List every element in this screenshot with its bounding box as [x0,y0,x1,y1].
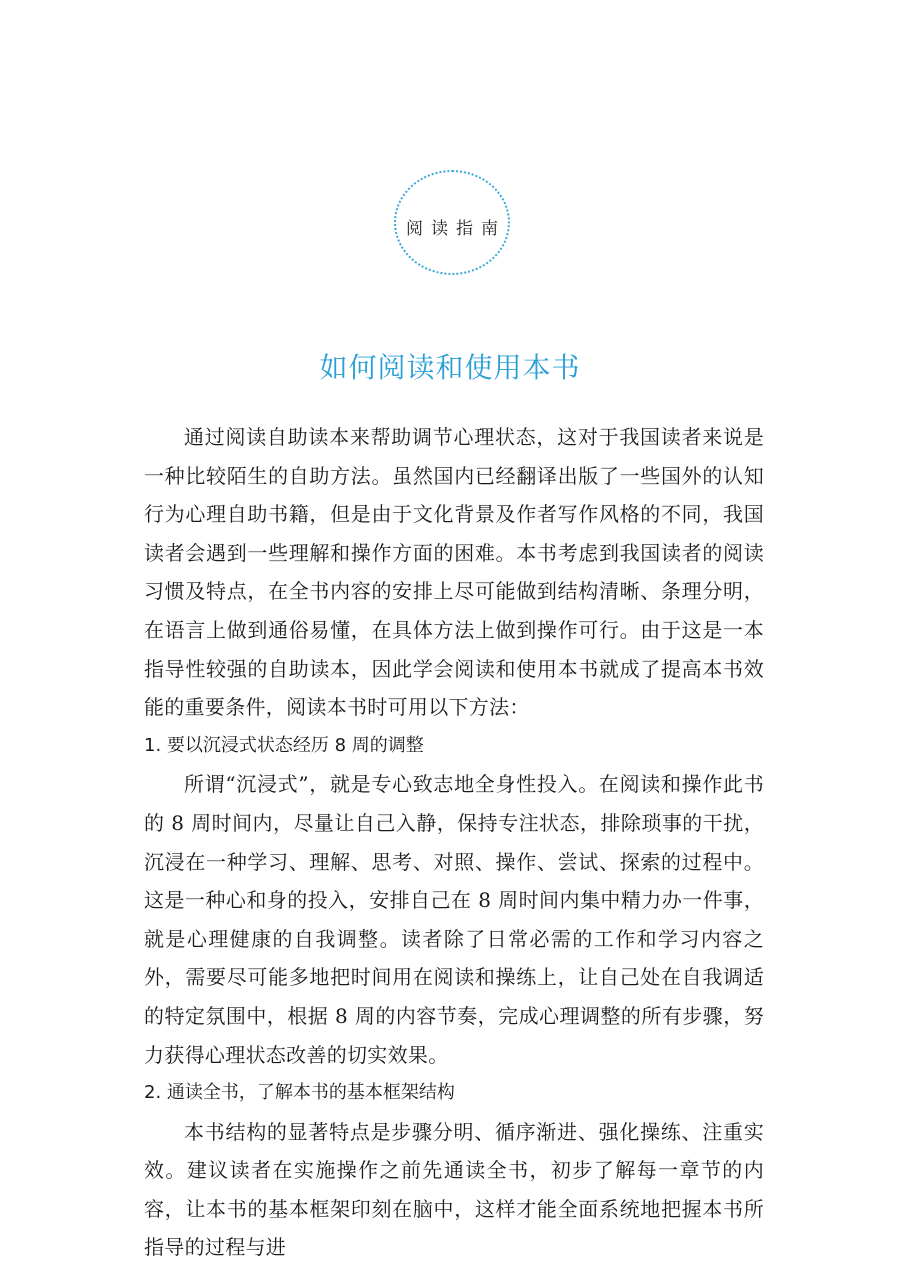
section-heading-1: 1. 要以沉浸式状态经历 8 周的调整 [144,734,424,756]
section-heading-2: 2. 通读全书，了解本书的基本框架结构 [144,1082,455,1104]
reading-guide-badge [394,170,510,275]
badge-label: 阅读指南 [406,219,506,239]
section-body-2: 本书结构的显著特点是步骤分明、循序渐进、强化操练、注重实效。建议读者在实施操作之前先通读全书，初步了解每一章节的内容，让本书的基本框架印刻在脑中，这样才能全面系统地把握本书所指导的过程与进 [144,1119,764,1260]
intro-paragraph: 通过阅读自助读本来帮助调节心理状态，这对于我国读者来说是一种比较陌生的自助方法。虽然国内已经翻译出版了一些国外的认知行为心理自助书籍，但是由于文化背景及作者写作风格的不同，我国读者会遇到一些理解和操作方面的困难。本书考虑到我国读者的阅读习惯及特点，在全书内容的安排上尽可能做到结构清晰、条理分明，在语言上做到通俗易懂，在具体方法上做到操作可行。由于这是一本指导性较强的自助读本，因此学会阅读和使用本书就成了提高本书效能的重要条件，阅读本书时可用以下方法： [144,425,764,720]
page-title: 如何阅读和使用本书 [319,351,581,384]
body-content [144,418,764,1267]
section-body-1: 所谓“沉浸式”，就是专心致志地全身性投入。在阅读和操作此书的 8 周时间内，尽量让自己入静，保持专注状态，排除琐事的干扰，沉浸在一种学习、理解、思考、对照、操作、尝试、探索的过程中。这是一种心和身的投入，安排自己在 8 周时间内集中精力办一件事，就是心理健康的自我调整。读者除了日常必需的工作和学习内容之外，需要尽可能多地把时间用在阅读和操练上，让自己处在自我调适的特定氛围中，根据 8 周的内容节奏，完成心理调整的所有步骤，努力获得心理状态改善的切实效果。 [144,772,764,1067]
